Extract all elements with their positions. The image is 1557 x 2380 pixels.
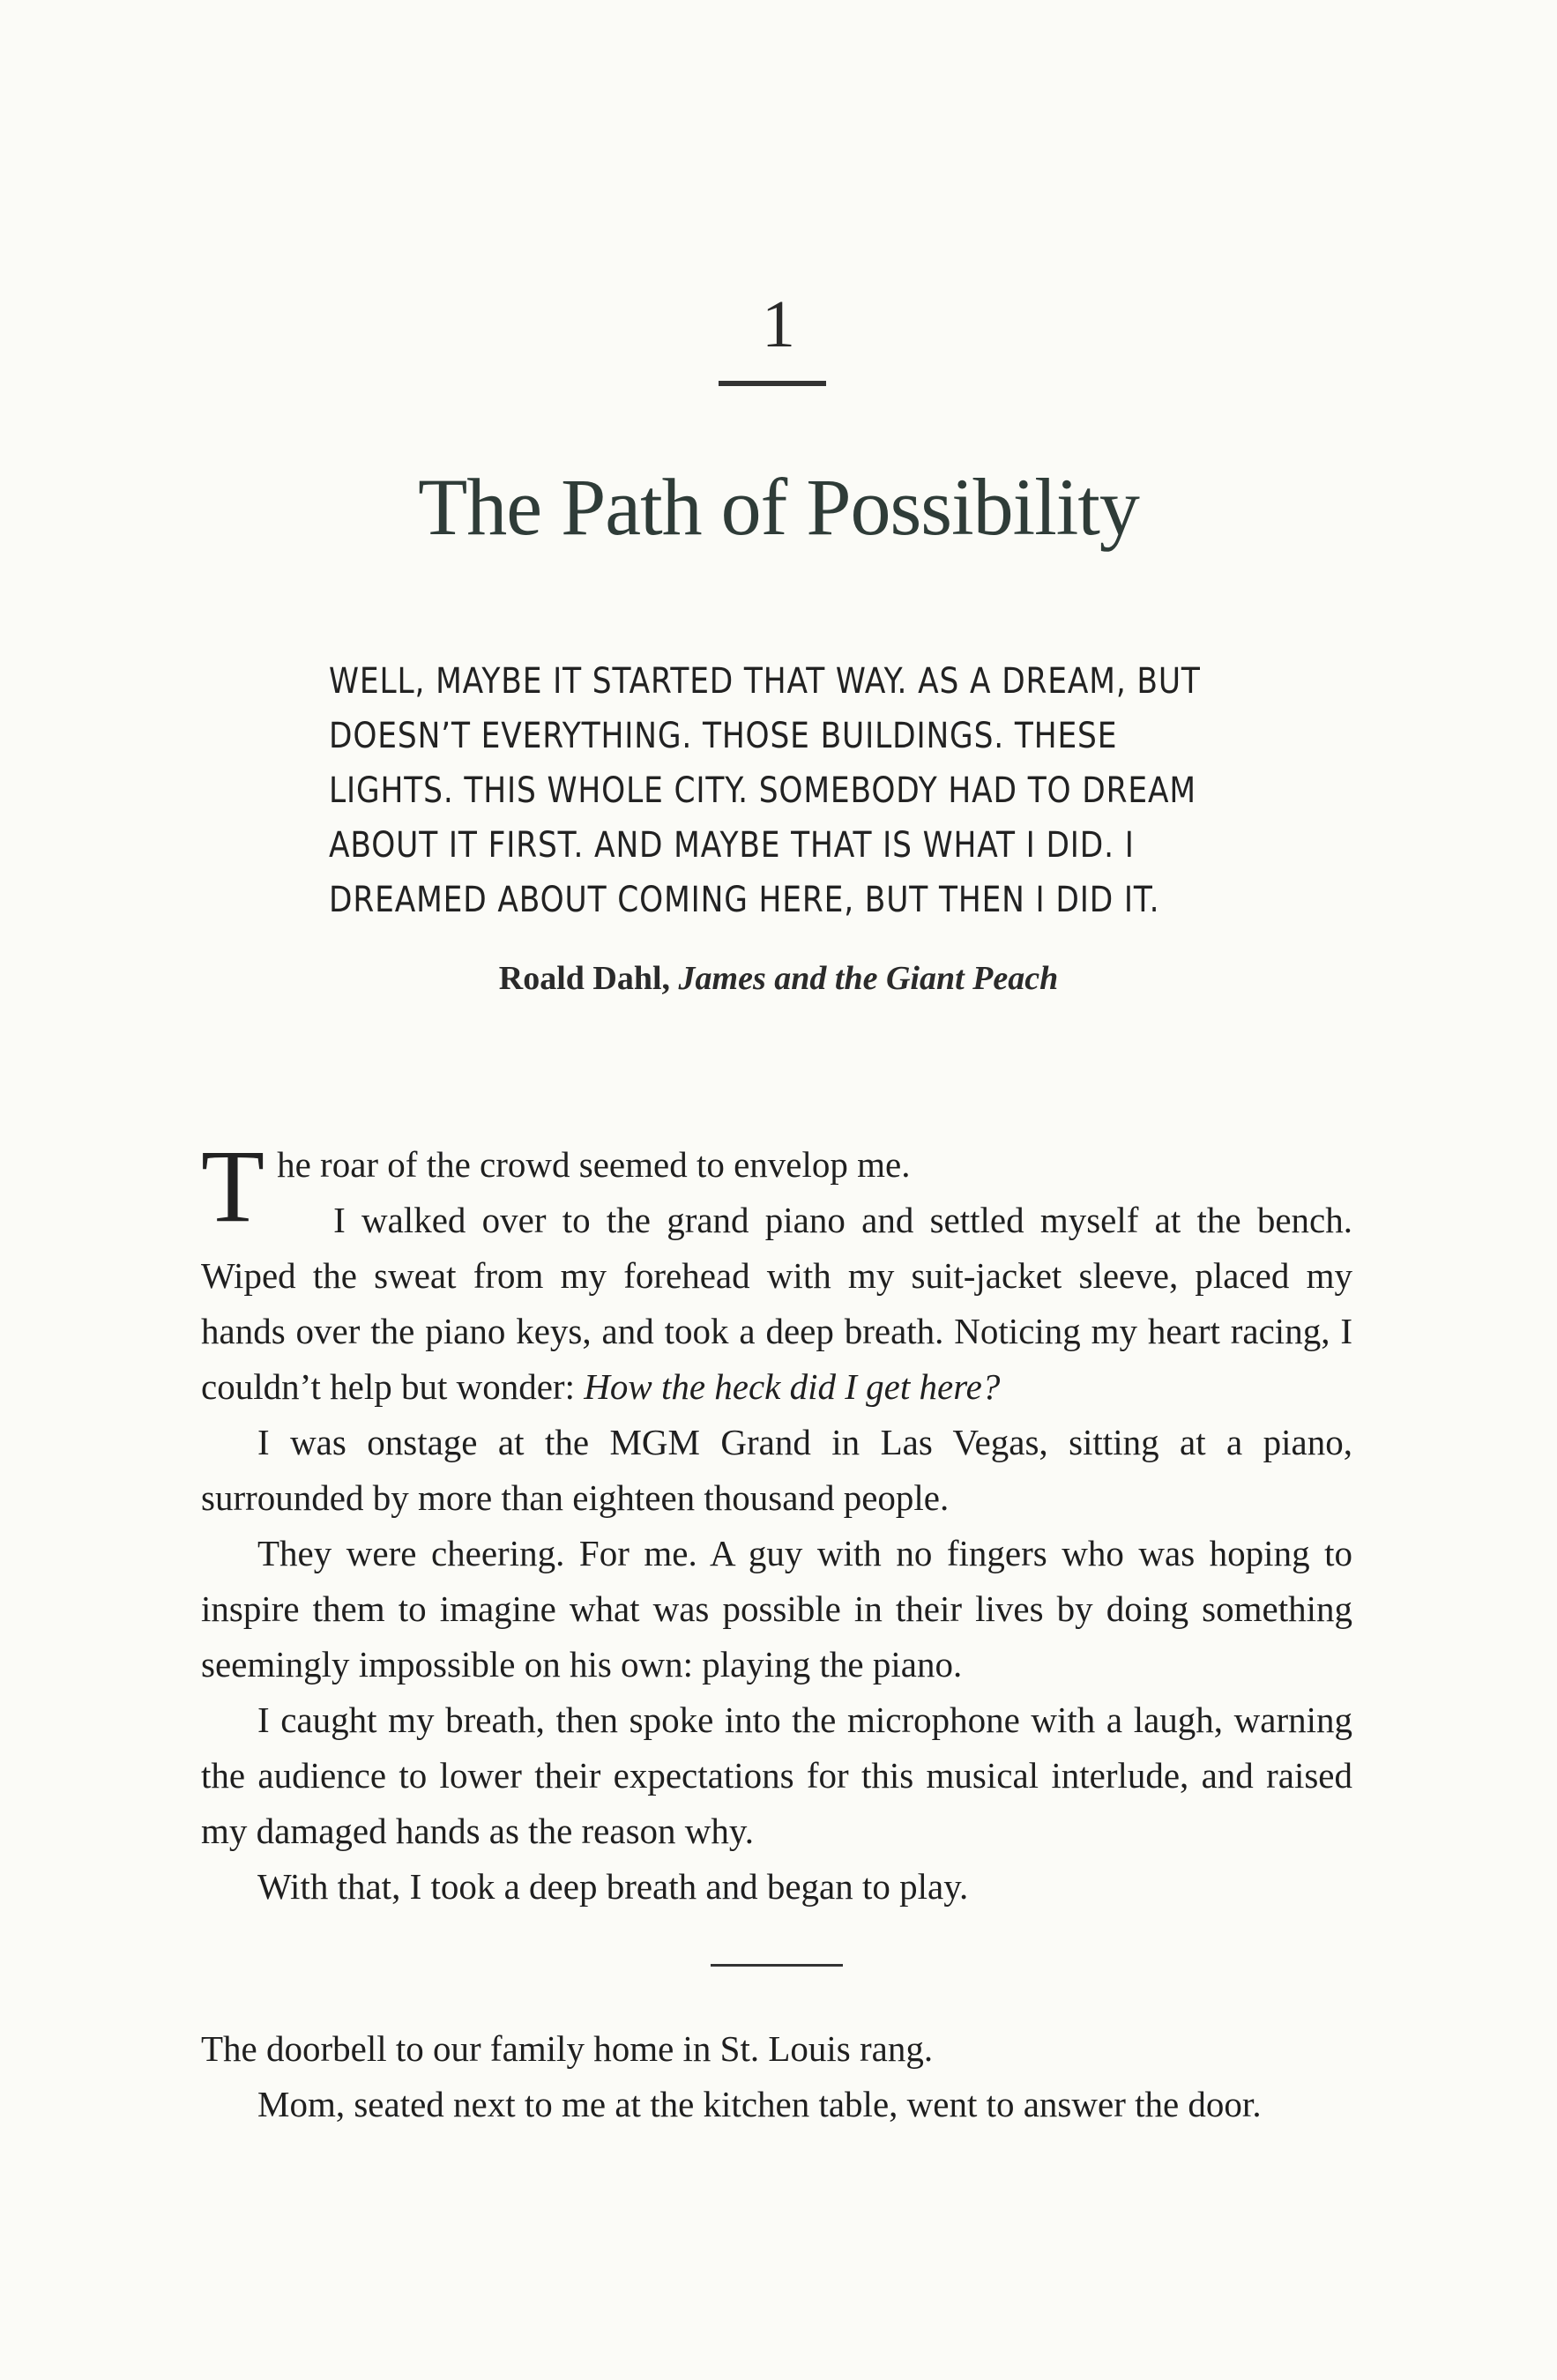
paragraph-3: I was onstage at the MGM Grand in Las Vegas, sitting at a piano, surrounded by more than eighteen thousand people. xyxy=(201,1422,1352,1518)
paragraph-1 xyxy=(201,1128,1352,1244)
paragraph-4: They were cheering. For me. A guy with no fingers who was hoping to inspire them to imagine what was possible in their lives by doing something seemingly impossible on his own: playing the piano. xyxy=(201,1533,1352,1685)
section-2 xyxy=(201,2021,1352,2132)
paragraph-5: I caught my breath, then spoke into the microphone with a laugh, warning the audience to lower their expectations for this musical interlude, and raised my damaged hands as the reason why. xyxy=(201,1699,1352,1851)
section-2-paragraph-1: The doorbell to our family home in St. Louis rang. xyxy=(201,2028,934,2069)
paragraph-1-text: he roar of the crowd seemed to envelop me. xyxy=(277,1144,911,1185)
chapter-title: The Path of Possibility xyxy=(418,462,1139,552)
paragraph-6: With that, I took a deep breath and began to play. xyxy=(257,1866,969,1907)
section-1 xyxy=(201,1128,1352,1915)
chapter-number-underline xyxy=(719,381,826,386)
paragraph-2-italic: How the heck did I get here? xyxy=(584,1366,1001,1407)
epigraph-author: Roald Dahl, xyxy=(498,960,671,997)
section-break-rule xyxy=(711,1964,843,1967)
epigraph-work: James and the Giant Peach xyxy=(678,960,1059,997)
epigraph-attribution xyxy=(0,959,1557,998)
section-2-paragraph-2: Mom, seated next to me at the kitchen table, went to answer the door. xyxy=(257,2084,1262,2124)
epigraph-quote: WELL, MAYBE IT STARTED THAT WAY. AS A DREAM, BUT DOESN’T EVERYTHING. THOSE BUILDINGS. THESE LIGHTS. THIS WHOLE CITY. SOMEBODY HAD TO DREAM ABOUT IT FIRST. AND MAYBE THAT IS WHAT I DID. I DREAMED ABOUT COMING HERE, BUT THEN I DID IT. xyxy=(329,661,1201,920)
chapter-number: 1 xyxy=(762,287,795,361)
paragraph-2 xyxy=(201,1193,1352,1415)
paragraph-2-text: I walked over to the grand piano and settled myself at the bench. Wiped the sweat from my forehead with my suit-jacket sleeve, placed my hands over the piano keys, and took a deep breath. Noticing my heart racing, I couldn’t help but wonder: xyxy=(201,1200,1352,1407)
drop-cap: T xyxy=(201,1128,265,1244)
